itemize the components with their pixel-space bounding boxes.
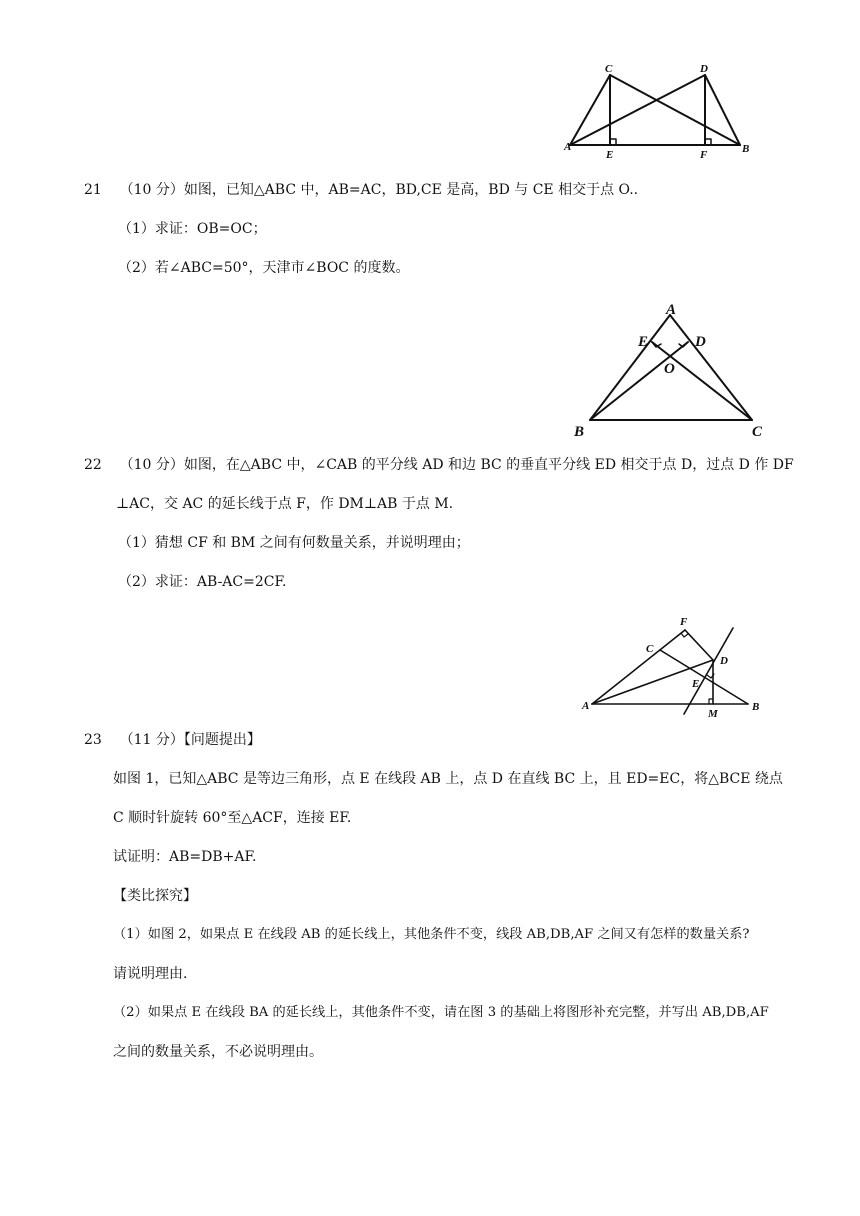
q23-para1-line2: C 顺时针旋转 60°至△ACF，连接 EF. <box>113 810 352 826</box>
q23-stem-line <box>84 730 261 750</box>
segment-CB <box>610 75 740 145</box>
label-D: D <box>720 655 728 667</box>
q22-diagram <box>580 610 780 720</box>
q21-stem-line <box>84 180 638 200</box>
q22-number: 22 <box>84 457 102 473</box>
label-O: O <box>664 361 675 377</box>
q21-stem: 如图，已知△ABC 中，AB=AC，BD,CE 是高，BD 与 CE 相交于点 O.. <box>183 182 639 198</box>
segment-AB <box>590 315 670 420</box>
q23-number: 23 <box>84 732 102 748</box>
label-A: A <box>666 302 677 318</box>
figure-1-lines <box>570 75 740 145</box>
label-D: D <box>700 63 708 75</box>
q22-stem-line1 <box>84 455 794 475</box>
figure-1-diagram <box>560 60 760 160</box>
label-D: D <box>695 334 706 350</box>
label-A: A <box>564 141 572 153</box>
label-B: B <box>742 143 750 155</box>
label-B: B <box>752 701 760 713</box>
q22-score: （10 分） <box>119 457 184 473</box>
q23-part1-line1: （1）如图 2，如果点 E 在线段 AB 的延长线上，其他条件不变，线段 AB,DB,AF 之间又有怎样的数量关系? <box>113 927 750 942</box>
q23-part2-line1: （2）如果点 E 在线段 BA 的延长线上，其他条件不变，请在图 3 的基础上将图形补充完整，并写出 AB,DB,AF <box>113 1005 769 1020</box>
label-C: C <box>605 63 613 75</box>
q23-score: （11 分） <box>119 732 184 748</box>
label-A: A <box>582 700 590 712</box>
q23-part1-line2: 请说明理由. <box>113 966 188 982</box>
segment-BD <box>590 342 688 420</box>
label-C: C <box>646 643 654 655</box>
segment-AC <box>670 315 752 420</box>
label-C: C <box>752 424 763 440</box>
right-angle-mark-F <box>681 633 688 637</box>
q21-score: （10 分） <box>119 182 184 198</box>
label-E: E <box>606 149 614 161</box>
q23-para1-line1: 如图 1，已知△ABC 是等边三角形，点 E 在线段 AB 上，点 D 在直线 BC 上，且 ED=EC，将△BCE 绕点 <box>113 771 783 787</box>
q22-stem-line2: ⊥AC，交 AC 的延长线于点 F，作 DM⊥AB 于点 M. <box>116 496 454 512</box>
segment-AF <box>592 630 685 704</box>
q21-part1: （1）求证：OB=OC； <box>118 221 267 237</box>
q23-part2-line2: 之间的数量关系，不必说明理由。 <box>113 1044 323 1060</box>
segment-FD <box>685 630 713 660</box>
q21-diagram <box>570 300 770 440</box>
segment-CE <box>652 342 752 420</box>
q22-part1: （1）猜想 CF 和 BM 之间有何数量关系，并说明理由； <box>118 535 470 551</box>
label-F: F <box>680 616 688 628</box>
q23-para1-line3: 试证明：AB=DB+AF. <box>113 849 257 865</box>
q22-stem-1: 如图，在△ABC 中，∠CAB 的平分线 AD 和边 BC 的垂直平分线 ED 相交于点 D，过点 D 作 DF <box>183 457 794 473</box>
segment-CB <box>660 650 748 704</box>
label-M: M <box>708 708 718 720</box>
q21-part2: （2）若∠ABC=50°，天津市∠BOC 的度数。 <box>118 260 410 276</box>
q23-heading-analogy: 【类比探究】 <box>113 888 197 904</box>
q23-heading-problem: 【问题提出】 <box>183 732 261 748</box>
label-E: E <box>692 678 700 690</box>
q21-number: 21 <box>84 182 102 198</box>
label-F: F <box>700 149 708 161</box>
q22-part2: （2）求证：AB-AC=2CF. <box>118 574 287 590</box>
label-E: E <box>638 334 649 350</box>
label-B: B <box>574 424 585 440</box>
